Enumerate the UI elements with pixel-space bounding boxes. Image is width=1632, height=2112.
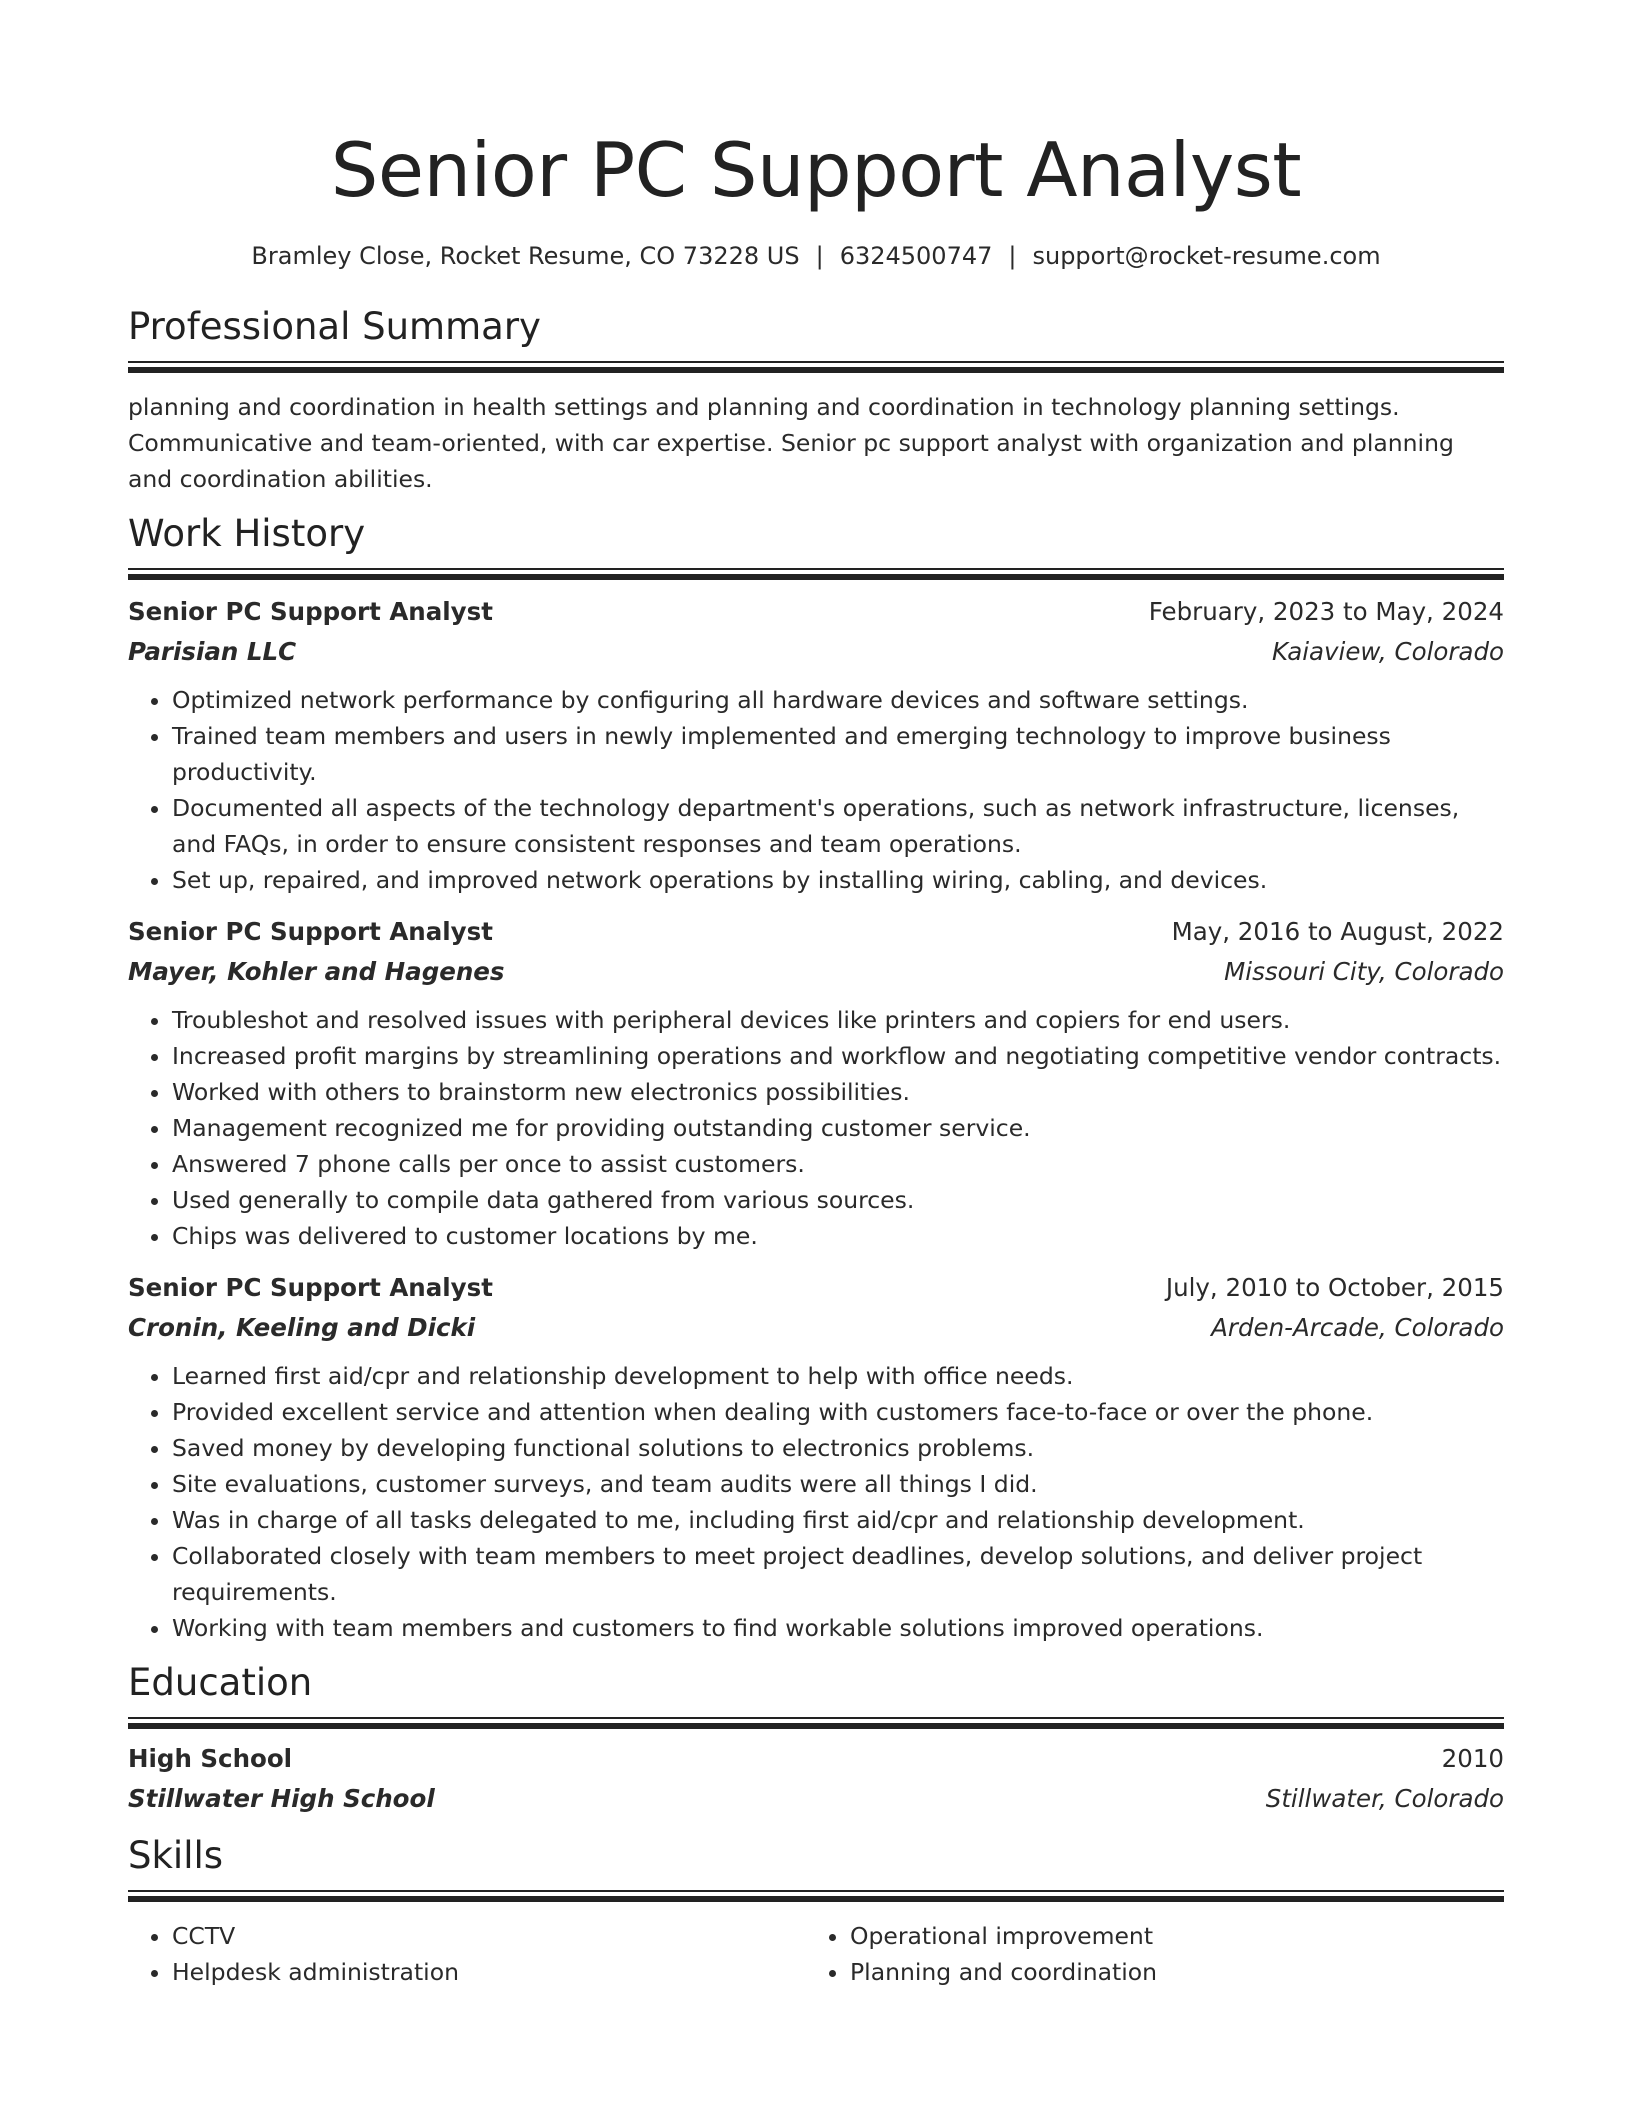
job-header [128,914,1504,950]
job-bullet: • Optimized network performance by configuring all hardware devices and software settings. [172,682,1504,718]
contact-address: Bramley Close, Rocket Resume, CO 73228 US [251,242,800,270]
job-title: Senior PC Support Analyst [128,1273,493,1302]
job-bullet: • Working with team members and customers to find workable solutions improved operations. [172,1610,1504,1646]
job-subheader [128,634,1504,670]
job-bullet: • Worked with others to brainstorm new electronics possibilities. [172,1074,1504,1110]
job-bullet: • Trained team members and users in newly implemented and emerging technology to improve business productivity. [172,718,1504,790]
job-bullet: • Used generally to compile data gathered from various sources. [172,1182,1504,1218]
education-subheader [128,1781,1504,1817]
job-location: Missouri City, Colorado [1224,957,1504,986]
contact-separator: | [1008,242,1017,270]
education-school: Stillwater High School [128,1784,435,1813]
section-title-skills: Skills [128,1834,224,1877]
job-dates: February, 2023 to May, 2024 [1148,597,1504,626]
job-bullets [128,1002,1504,1254]
job-title: Senior PC Support Analyst [128,597,493,626]
contact-phone: 6324500747 [839,242,993,270]
job-bullet: • Troubleshot and resolved issues with peripheral devices like printers and copiers for end users. [172,1002,1504,1038]
contact-separator: | [815,242,824,270]
job-bullets [128,1358,1504,1646]
section-title-work: Work History [128,512,366,555]
job-bullet: • Answered 7 phone calls per once to assist customers. [172,1146,1504,1182]
job-entry [128,1270,1504,1646]
job-subheader [128,1310,1504,1346]
skills-list-right [806,1918,1484,1990]
job-dates: July, 2010 to October, 2015 [1165,1273,1504,1302]
job-location: Kaiaview, Colorado [1272,637,1504,666]
job-bullet: • Collaborated closely with team members to meet project deadlines, develop solutions, and deliver project requirements. [172,1538,1504,1610]
job-company: Cronin, Keeling and Dicki [128,1313,476,1342]
job-bullets [128,682,1504,898]
job-company: Mayer, Kohler and Hagenes [128,957,505,986]
job-bullet: • Chips was delivered to customer locations by me. [172,1218,1504,1254]
section-title-education: Education [128,1661,313,1704]
section-divider [128,1717,1504,1731]
work-section [128,510,1504,1646]
skill-item: • CCTV [172,1918,806,1954]
skill-item: • Operational improvement [850,1918,1484,1954]
job-entry [128,914,1504,1254]
section-divider [128,361,1504,375]
summary-section [128,303,1504,497]
education-entry [128,1741,1504,1817]
job-bullet: • Learned first aid/cpr and relationship development to help with office needs. [172,1358,1504,1394]
summary-text: planning and coordination in health settings and planning and coordination in technology planning settings. Communicative and team-oriented, with car expertise. Senior pc support analyst with organization and planning and coordination abilities. [128,393,1454,493]
job-bullet: • Set up, repaired, and improved network operations by installing wiring, cabling, and devices. [172,862,1504,898]
job-dates: May, 2016 to August, 2022 [1171,917,1504,946]
job-company: Parisian LLC [128,637,297,666]
job-title: Senior PC Support Analyst [128,917,493,946]
skill-item: • Planning and coordination [850,1954,1484,1990]
job-header [128,1270,1504,1306]
contact-line [128,240,1504,272]
job-bullet: • Increased profit margins by streamlining operations and workflow and negotiating competitive vendor contracts. [172,1038,1504,1074]
job-bullet: • Management recognized me for providing outstanding customer service. [172,1110,1504,1146]
section-divider [128,568,1504,582]
skills-section [128,1832,1504,1990]
job-bullet: • Site evaluations, customer surveys, and team audits were all things I did. [172,1466,1504,1502]
job-entry [128,594,1504,898]
education-section [128,1659,1504,1817]
resume-page [128,0,1504,1990]
job-subheader [128,954,1504,990]
education-degree: High School [128,1744,293,1773]
job-location: Arden-Arcade, Colorado [1211,1313,1504,1342]
job-bullet: • Provided excellent service and attention when dealing with customers face-to-face or over the phone. [172,1394,1504,1430]
resume-name: Senior PC Support Analyst [330,126,1302,214]
skills-list-left [128,1918,806,1990]
job-bullet: • Documented all aspects of the technology department's operations, such as network infrastructure, licenses, and FAQs, in order to ensure consistent responses and team operations. [172,790,1504,862]
section-divider [128,1890,1504,1904]
section-title-summary: Professional Summary [128,305,541,348]
skill-item: • Helpdesk administration [172,1954,806,1990]
job-bullet: • Saved money by developing functional solutions to electronics problems. [172,1430,1504,1466]
education-location: Stillwater, Colorado [1265,1784,1504,1813]
job-bullet: • Was in charge of all tasks delegated to me, including first aid/cpr and relationship development. [172,1502,1504,1538]
education-year: 2010 [1441,1744,1504,1773]
contact-email: support@rocket-resume.com [1032,242,1381,270]
education-header [128,1741,1504,1777]
skills-columns [128,1918,1504,1990]
job-header [128,594,1504,630]
